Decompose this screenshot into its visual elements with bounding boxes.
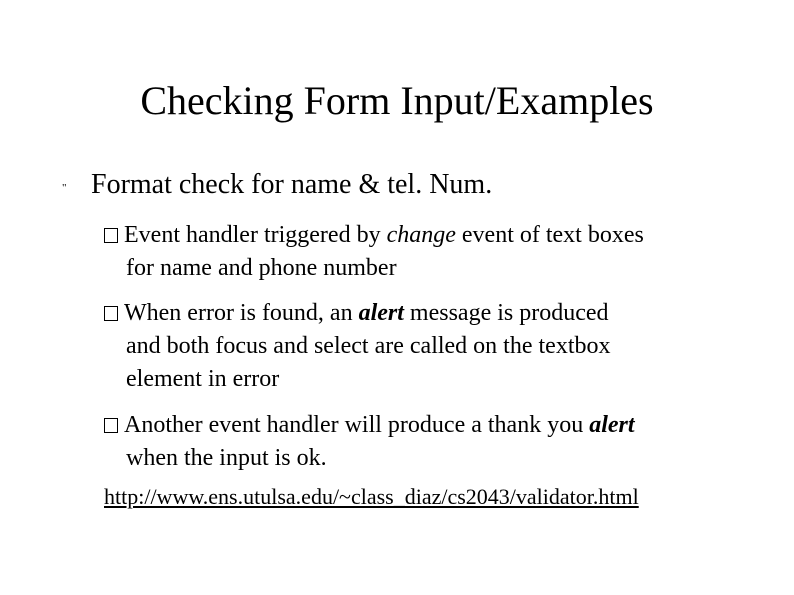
checkbox-bullet-icon: [104, 306, 118, 321]
sub-bullet-thank-you: [104, 409, 635, 475]
sub-bullet-line: when the input is ok.: [126, 445, 327, 471]
validator-link[interactable]: http://www.ens.utulsa.edu/~class_diaz/cs2043/validator.html: [104, 484, 639, 509]
checkbox-bullet-icon: [104, 418, 118, 433]
sub-bullet-error: [104, 297, 611, 396]
main-bullet: Format check for name & tel. Num.: [91, 169, 493, 200]
sub-bullet-line: When error is found, an alert message is produced: [104, 297, 611, 330]
sub-bullet-line: Event handler triggered by change event of text boxes: [104, 219, 644, 252]
emphasis-change: change: [386, 222, 456, 248]
slide-title: Checking Form Input/Examples: [140, 78, 654, 123]
emphasis-alert: alert: [358, 300, 404, 326]
sub-bullet-event-handler: [104, 219, 644, 285]
sub-bullet-line: element in error: [126, 366, 280, 392]
emphasis-alert: alert: [589, 412, 635, 438]
sub-bullet-line: Another event handler will produce a thank you alert: [104, 409, 635, 442]
sub-bullet-line: for name and phone number: [126, 255, 397, 281]
checkbox-bullet-icon: [104, 228, 118, 243]
sub-bullet-line: and both focus and select are called on the textbox: [126, 333, 611, 359]
bullet-marker: ": [62, 182, 67, 194]
